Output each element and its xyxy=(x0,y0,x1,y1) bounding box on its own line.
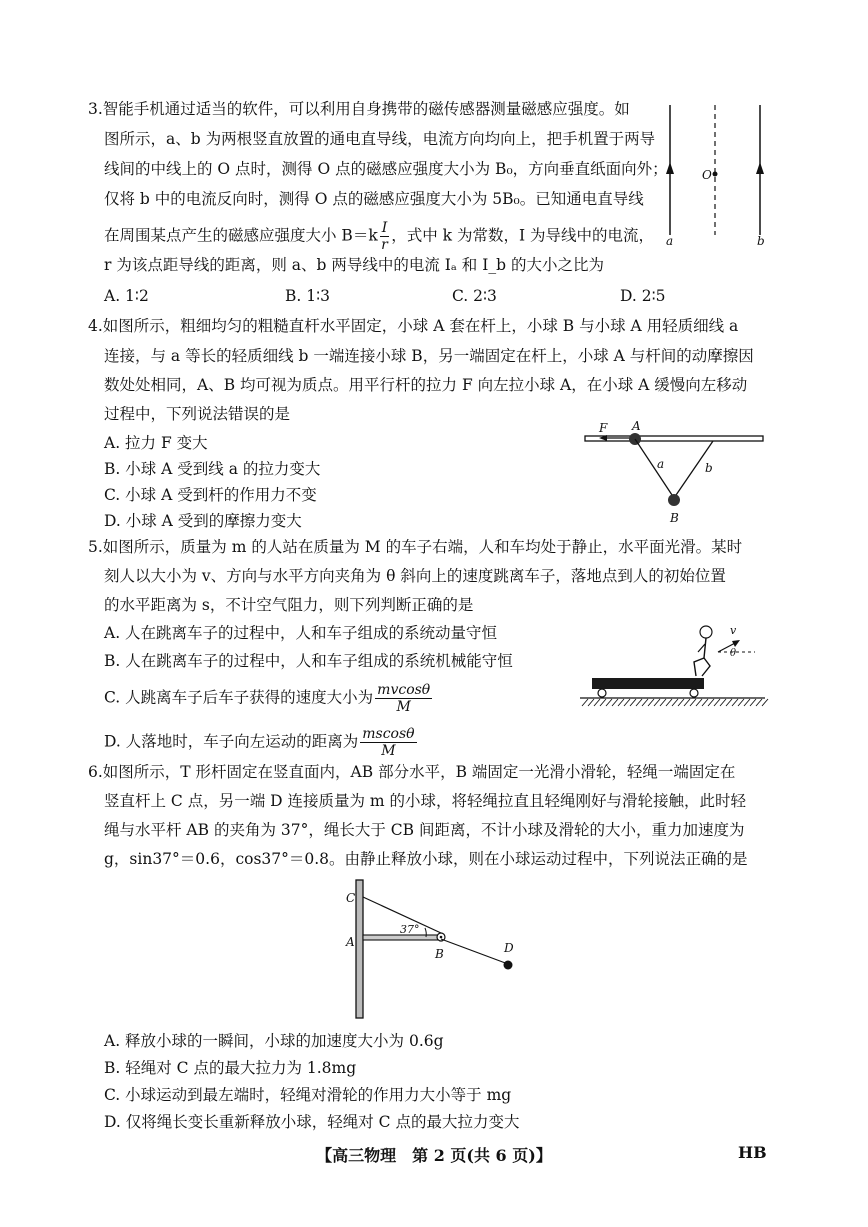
cart-wheel-right xyxy=(690,689,698,697)
label-d: D xyxy=(504,941,514,955)
label-a-ball: A xyxy=(632,419,641,433)
pulley-axle xyxy=(440,936,443,939)
label-a: a xyxy=(666,234,674,248)
hatch-line xyxy=(756,699,762,706)
q4-option-b: B. 小球 A 受到线 a 的拉力变大 xyxy=(104,460,321,478)
q3-fraction xyxy=(380,220,390,253)
label-c: C xyxy=(346,891,356,905)
q6-line-3: 绳与水平杆 AB 的夹角为 37°，绳长大于 CB 间距离，不计小球及滑轮的大小，重力加速度为 xyxy=(104,821,745,839)
q6-figure xyxy=(340,880,540,1025)
wire-b-arrow xyxy=(756,162,764,174)
q3-option-b: B. 1∶3 xyxy=(285,287,331,305)
hatch-line xyxy=(684,699,690,706)
label-b: B xyxy=(435,947,444,961)
q4-option-d: D. 小球 A 受到的摩擦力变大 xyxy=(104,512,302,530)
q3-line-5 xyxy=(104,220,654,253)
hatch-line xyxy=(750,699,756,706)
hatch-line xyxy=(696,699,702,706)
hatch-line xyxy=(612,699,618,706)
hatch-line xyxy=(714,699,720,706)
hatch-line xyxy=(762,699,768,706)
q5-d-num: mscosθ xyxy=(362,726,415,742)
q5-option-a: A. 人在跳离车子的过程中，人和车子组成的系统动量守恒 xyxy=(104,624,498,642)
label-o: O xyxy=(702,168,712,182)
person-head xyxy=(700,626,712,638)
q4-figure xyxy=(585,420,765,530)
q3-line-3: 线间的中线上的 O 点时，测得 O 点的磁感应强度大小为 B₀，方向垂直纸面向外； xyxy=(104,160,668,178)
q3-option-c: C. 2∶3 xyxy=(452,287,497,305)
hatch-line xyxy=(672,699,678,706)
q3-option-a: A. 1∶2 xyxy=(104,287,149,305)
ball-d xyxy=(504,961,513,970)
hatch-line xyxy=(588,699,594,706)
hatch-line xyxy=(648,699,654,706)
wire-a-arrow xyxy=(666,162,674,174)
hatch-line xyxy=(630,699,636,706)
label-v: v xyxy=(730,624,737,637)
person-body xyxy=(704,638,706,658)
q6-option-c: C. 小球运动到最左端时，轻绳对滑轮的作用力大小等于 mg xyxy=(104,1086,512,1104)
hatch-line xyxy=(738,699,744,706)
q3-frac-den: r xyxy=(381,237,388,253)
hatch-line xyxy=(654,699,660,706)
q6-line-4: g，sin37°＝0.6，cos37°＝0.8。由静止释放小球，则在小球运动过程中，下列说法正确的是 xyxy=(104,850,748,868)
q4-line-3: 数处处相同，A、B 均可视为质点。用平行杆的拉力 F 向左拉小球 A，在小球 A 缓慢向左移动 xyxy=(104,376,748,394)
q6-line-2: 竖直杆上 C 点，另一端 D 连接质量为 m 的小球，将轻绳拉直且轻绳刚好与滑轮接触，此时轻 xyxy=(104,792,747,810)
q5-option-c-fraction xyxy=(375,682,432,715)
exam-code: HB xyxy=(738,1143,767,1162)
q4-option-c: C. 小球 A 受到杆的作用力不变 xyxy=(104,486,317,504)
page-footer: 【高三物理 第 2 页(共 6 页)】 xyxy=(316,1146,552,1165)
q5-c-num: mvcosθ xyxy=(377,682,431,698)
hatch-line xyxy=(600,699,606,706)
q5-option-c-text: C. 人跳离车子后车子获得的速度大小为 xyxy=(104,688,374,707)
q5-line-1: 5.如图所示，质量为 m 的人站在质量为 M 的车子右端，人和车均处于静止，水平面光滑。某时 xyxy=(88,538,743,556)
q4-line-4: 过程中，下列说法错误的是 xyxy=(104,405,291,423)
hatch-line xyxy=(624,699,630,706)
q3-line-2: 图所示，a、b 为两根竖直放置的通电直导线，电流方向均向上，把手机置于两导 xyxy=(104,130,656,148)
q3-line-5-b: ，式中 k 为常数，I 为导线中的电流， xyxy=(391,226,655,245)
rope-bd xyxy=(441,939,508,964)
q6-option-d: D. 仅将绳长变长重新释放小球，轻绳对 C 点的最大拉力变大 xyxy=(104,1113,520,1131)
q5-line-2: 刻人以大小为 v、方向与水平方向夹角为 θ 斜向上的速度跳离车子，落地点到人的初始位置 xyxy=(104,567,726,585)
q3-line-6: r 为该点距导线的距离，则 a、b 两导线中的电流 Iₐ 和 I_b 的大小之比为 xyxy=(104,256,604,274)
q5-option-b: B. 人在跳离车子的过程中，人和车子组成的系统机械能守恒 xyxy=(104,652,513,670)
q3-figure xyxy=(660,100,780,250)
hatch-line xyxy=(744,699,750,706)
hatch-line xyxy=(690,699,696,706)
q4-option-a: A. 拉力 F 变大 xyxy=(104,434,208,452)
q3-option-d: D. 2∶5 xyxy=(620,287,666,305)
hatch-line xyxy=(708,699,714,706)
label-string-b: b xyxy=(705,461,713,475)
label-b-ball: B xyxy=(670,511,679,525)
hatch-line xyxy=(678,699,684,706)
label-angle: 37° xyxy=(400,923,420,936)
q6-line-1: 6.如图所示，T 形杆固定在竖直面内，AB 部分水平，B 端固定一光滑小滑轮，轻绳一端固定在 xyxy=(88,763,736,781)
hatch-line xyxy=(660,699,666,706)
hatch-line xyxy=(666,699,672,706)
q5-line-3: 的水平距离为 s，不计空气阻力，则下列判断正确的是 xyxy=(104,596,474,614)
hatch-line xyxy=(606,699,612,706)
q5-figure xyxy=(580,622,770,714)
q3-line-5-a: 在周围某点产生的磁感应强度大小 B＝k xyxy=(104,226,378,245)
hatch-line xyxy=(594,699,600,706)
q3-frac-num: I xyxy=(381,220,388,236)
string-a xyxy=(635,439,674,498)
q4-line-2: 连接，与 a 等长的轻质细线 b 一端连接小球 B，另一端固定在杆上，小球 A 与杆间的动摩擦因 xyxy=(104,347,754,365)
cart-wheel-left xyxy=(598,689,606,697)
person-leg-2 xyxy=(702,658,710,676)
label-string-a: a xyxy=(657,457,665,471)
q3-line-4: 仅将 b 中的电流反向时，测得 O 点的磁感应强度大小为 5B₀。已知通电直导线 xyxy=(104,190,644,208)
label-theta: θ xyxy=(730,648,737,659)
q5-option-d-text: D. 人落地时，车子向左运动的距离为 xyxy=(104,732,359,751)
hatch-line xyxy=(582,699,588,706)
ball-b xyxy=(668,494,680,506)
ground-hatching xyxy=(582,699,768,706)
vertical-rod xyxy=(356,880,363,1018)
point-o xyxy=(713,172,718,177)
q3-line-1: 3.智能手机通过适当的软件，可以利用自身携带的磁传感器测量磁感应强度。如 xyxy=(88,100,630,118)
label-f: F xyxy=(599,421,608,435)
person-arm xyxy=(698,644,705,652)
hatch-line xyxy=(732,699,738,706)
person-leg-1 xyxy=(694,658,704,676)
q5-d-den: M xyxy=(381,743,396,759)
q6-option-a: A. 释放小球的一瞬间，小球的加速度大小为 0.6g xyxy=(104,1032,444,1050)
hatch-line xyxy=(636,699,642,706)
q5-c-den: M xyxy=(396,699,411,715)
label-b: b xyxy=(757,234,765,248)
q6-option-b: B. 轻绳对 C 点的最大拉力为 1.8mg xyxy=(104,1059,357,1077)
hatch-line xyxy=(642,699,648,706)
label-a: A xyxy=(346,935,355,949)
cart-body xyxy=(592,678,704,689)
q5-option-d xyxy=(104,726,419,759)
hatch-line xyxy=(726,699,732,706)
q4-line-1: 4.如图所示，粗细均匀的粗糙直杆水平固定，小球 A 套在杆上，小球 B 与小球 A 用轻质细线 a xyxy=(88,317,739,335)
q5-option-d-fraction xyxy=(360,726,416,759)
q5-option-c xyxy=(104,682,434,715)
hatch-line xyxy=(702,699,708,706)
hatch-line xyxy=(618,699,624,706)
hatch-line xyxy=(720,699,726,706)
